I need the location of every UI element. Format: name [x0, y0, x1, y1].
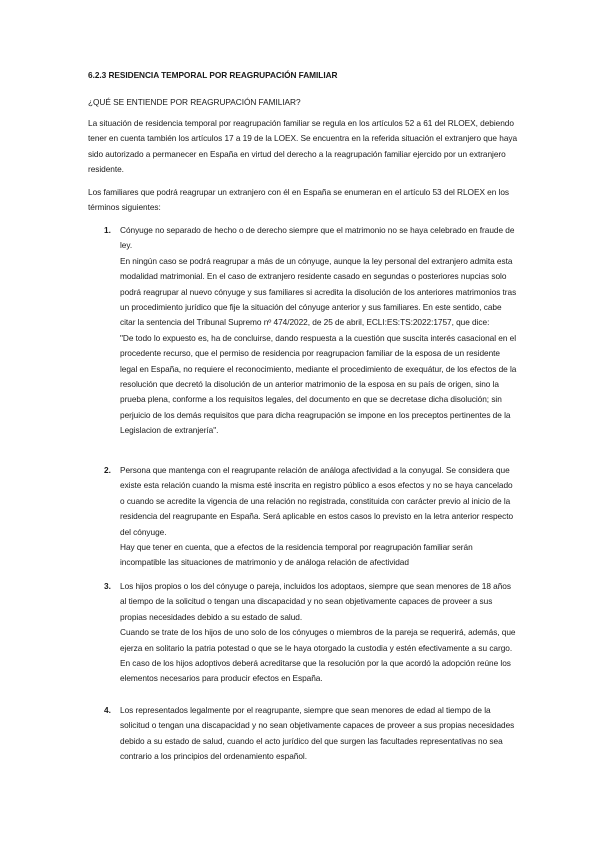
intro-paragraph: La situación de residencia temporal por reagrupación familiar se regula en los artículos 52 a 61 del RLOEX, debiendo tener en cuenta también los artículos 17 a 19 de la LOEX. Se encuentra en la referida situación el extranjero que haya sido autorizado a permanecer en España en virtud del derecho a la reagrupación familiar ejercido por un extranjero residente. — [88, 118, 518, 175]
list-item-number: 1. — [104, 225, 111, 235]
list-item-number: 3. — [104, 581, 111, 591]
list-item-body — [120, 579, 518, 687]
list-item-number: 2. — [104, 465, 111, 475]
list-item-number: 4. — [104, 705, 111, 715]
section-title: 6.2.3 RESIDENCIA TEMPORAL POR REAGRUPACIÓN FAMILIAR — [88, 70, 338, 80]
list-item-paragraph: Cuando se trate de los hijos de uno solo de los cónyuges o miembros de la pareja se requerirá, además, que ejerza en solitario la patria potestad o que se le haya otorgado la custodia y estén efectivamente a su cargo. — [120, 627, 516, 653]
list-item-body — [120, 223, 518, 439]
list-item-paragraph: Persona que mantenga con el reagrupante relación de análoga afectividad a la conyugal. Se considera que existe esta relación cuando la misma esté inscrita en registro público a esos efectos y no se haya cancelado o cuando se acredite la vigencia de una relación no registrada, constituida con carácter previo al inicio de la residencia del reagrupante en España. Será aplicable en estos casos lo previsto en la letra anterior respecto del cónyuge. — [120, 465, 514, 537]
list-item-body — [120, 703, 518, 765]
list-item-paragraph: En caso de los hijos adoptivos deberá acreditarse que la resolución por la que acordó la adopción reúne los elementos necesarios para producir efectos en España. — [120, 658, 511, 684]
question-heading: ¿QUÉ SE ENTIENDE POR REAGRUPACIÓN FAMILIAR? — [88, 97, 301, 107]
list-item-paragraph: En ningún caso se podrá reagrupar a más de un cónyuge, aunque la ley personal del extranjero admita esta modalidad matrimonial. En el caso de extranjero residente casado en segundas o posteriores nupcias solo podrá reagrupar al nuevo cónyuge y sus familiares si acredita la disolución de los anteriores matrimonios tras un procedimiento jurídico que fije la situación del cónyuge anterior y sus familiares. En este sentido, cabe citar la sentencia del Tribunal Supremo nº 474/2022, de 25 de abril, ECLI:ES:TS:2022:1757, que dice: — [120, 255, 517, 328]
list-item-paragraph: Los hijos propios o los del cónyuge o pareja, incluidos los adoptaos, siempre que sean menores de 18 años al tiempo de la solicitud o tengan una discapacidad y no sean objetivamente capaces de proveer a sus propias necesidades debido a su estado de salud. — [120, 581, 511, 622]
list-item-body — [120, 463, 518, 571]
list-intro: Los familiares que podrá reagrupar un extranjero con él en España se enumeran en el artículo 53 del RLOEX en los términos siguientes: — [88, 187, 510, 213]
list-item-paragraph: Hay que tener en cuenta, que a efectos de la residencia temporal por reagrupación familiar serán incompatible las situaciones de matrimonio y de análoga relación de afectividad — [120, 542, 473, 568]
quoted-judgment: "De todo lo expuesto es, ha de concluirse, dando respuesta a la cuestión que suscita interés casacional en el procedente recurso, que el permiso de residencia por reagrupacion familiar de la esposa de un residente legal en España, no requiere el reconocimiento, mediante el procedimiento de exequátur, de los efectos de la resolución que decretó la disolución de un anterior matrimonio de la esposa en su país de origen, sino la prueba plena, conforme a los requisitos legales, del documento en que se decretase dicha disolución; sin perjuicio de los demás requisitos que para dicha reagrupación se impone en los preceptos pertinentes de la Legislacion de extranjería". — [120, 332, 517, 436]
list-item-paragraph: Los representados legalmente por el reagrupante, siempre que sean menores de edad al tiempo de la solicitud o tengan una discapacidad y no sean objetivamente capaces de proveer a sus propias necesidades debido a su estado de salud, cuando el acto jurídico del que surgen las facultades representativas no sea contrario a los principios del ordenamiento español. — [120, 705, 515, 762]
list-item-paragraph: Cónyuge no separado de hecho o de derecho siempre que el matrimonio no se haya celebrado en fraude de ley. — [120, 225, 515, 251]
